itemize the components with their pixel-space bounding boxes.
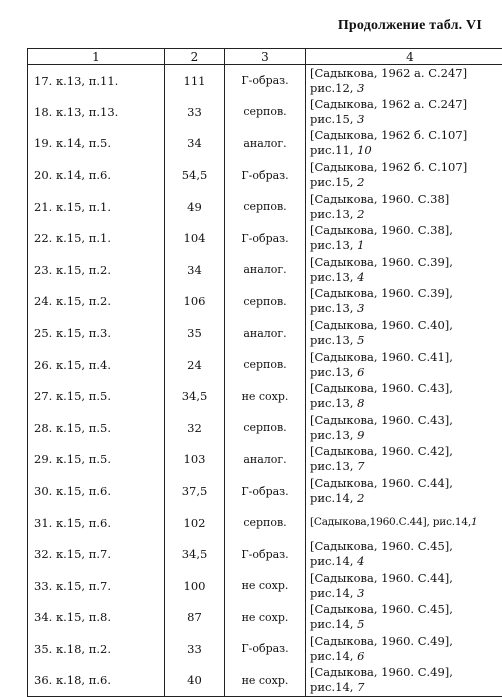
row-identifier-cell: 18. к.13, п.13. <box>28 96 165 128</box>
row-value-cell: 32 <box>165 412 225 444</box>
reference-text: [Садыкова, 1962 а. С.247] <box>310 97 502 112</box>
table-row <box>28 65 502 97</box>
row-reference-cell <box>306 507 502 539</box>
row-value-cell: 49 <box>165 191 225 223</box>
figure-label: рис.13, <box>310 428 357 442</box>
row-reference-cell <box>306 286 502 318</box>
figure-reference <box>310 554 502 569</box>
row-value-cell: 40 <box>165 665 225 697</box>
figure-number: 9 <box>357 428 364 442</box>
table-row <box>28 317 502 349</box>
figure-label: рис.11, <box>310 143 357 157</box>
figure-reference <box>310 459 502 474</box>
figure-reference <box>310 428 502 443</box>
figure-number: 6 <box>357 365 364 379</box>
reference-text: [Садыкова, 1960. С.43], <box>310 413 502 428</box>
column-header-2: 2 <box>165 49 225 65</box>
figure-number: 8 <box>357 396 364 410</box>
row-type-cell: серпов. <box>225 412 306 444</box>
row-reference-cell <box>306 349 502 381</box>
data-table-container <box>27 48 486 697</box>
figure-number: 2 <box>357 175 364 189</box>
row-reference-cell <box>306 222 502 254</box>
figure-number: 1 <box>471 516 477 528</box>
figure-number: 3 <box>357 301 364 315</box>
figure-number: 3 <box>357 81 364 95</box>
row-value-cell: 24 <box>165 349 225 381</box>
reference-text: [Садыкова, 1960. С.44], <box>310 476 502 491</box>
row-type-cell: Г-образ. <box>225 538 306 570</box>
row-identifier-cell: 26. к.15, п.4. <box>28 349 165 381</box>
table-row <box>28 570 502 602</box>
figure-label: рис.13, <box>310 396 357 410</box>
figure-reference <box>310 301 502 316</box>
data-table <box>27 48 502 697</box>
table-row <box>28 475 502 507</box>
row-reference-cell <box>306 128 502 160</box>
row-type-cell: Г-образ. <box>225 475 306 507</box>
figure-label: рис.13, <box>310 459 357 473</box>
row-type-cell: серпов. <box>225 191 306 223</box>
row-value-cell: 34 <box>165 254 225 286</box>
table-row <box>28 665 502 697</box>
figure-number: 7 <box>357 459 364 473</box>
row-identifier-cell: 33. к.15, п.7. <box>28 570 165 602</box>
row-identifier-cell: 28. к.15, п.5. <box>28 412 165 444</box>
row-identifier-cell: 36. к.18, п.6. <box>28 665 165 697</box>
figure-label: рис.13, <box>310 365 357 379</box>
figure-label: рис.12, <box>310 81 357 95</box>
figure-reference <box>310 396 502 411</box>
figure-label: рис.13, <box>310 301 357 315</box>
row-reference-cell <box>306 191 502 223</box>
table-row <box>28 96 502 128</box>
row-type-cell: Г-образ. <box>225 222 306 254</box>
figure-number: 10 <box>357 143 372 157</box>
figure-number: 6 <box>357 649 364 663</box>
figure-reference <box>310 270 502 285</box>
reference-text: [Садыкова, 1960. С.45], <box>310 539 502 554</box>
row-identifier-cell: 31. к.15, п.6. <box>28 507 165 539</box>
row-identifier-cell: 17. к.13, п.11. <box>28 65 165 97</box>
reference-text: [Садыкова, 1962 а. С.247] <box>310 66 502 81</box>
figure-reference <box>310 649 502 664</box>
row-identifier-cell: 24. к.15, п.2. <box>28 286 165 318</box>
row-value-cell: 111 <box>165 65 225 97</box>
row-value-cell: 34 <box>165 128 225 160</box>
row-identifier-cell: 20. к.14, п.6. <box>28 159 165 191</box>
row-reference-cell <box>306 380 502 412</box>
figure-label: рис.14, <box>310 680 357 694</box>
figure-label: рис.15, <box>310 112 357 126</box>
row-identifier-cell: 22. к.15, п.1. <box>28 222 165 254</box>
row-value-cell: 35 <box>165 317 225 349</box>
row-reference-cell <box>306 159 502 191</box>
row-reference-cell <box>306 412 502 444</box>
figure-number: 2 <box>357 207 364 221</box>
row-identifier-cell: 25. к.15, п.3. <box>28 317 165 349</box>
figure-reference <box>310 491 502 506</box>
row-value-cell: 103 <box>165 444 225 476</box>
figure-number: 5 <box>357 617 364 631</box>
reference-text: [Садыкова, 1960. С.39], <box>310 286 502 301</box>
figure-reference <box>310 365 502 380</box>
row-reference-cell <box>306 633 502 665</box>
figure-reference <box>310 617 502 632</box>
reference-text: [Садыкова, 1960. С.49], <box>310 665 502 680</box>
row-reference-cell <box>306 475 502 507</box>
row-reference-cell <box>306 254 502 286</box>
row-identifier-cell: 32. к.15, п.7. <box>28 538 165 570</box>
row-value-cell: 87 <box>165 602 225 634</box>
reference-text: [Садыкова, 1960. С.45], <box>310 602 502 617</box>
row-identifier-cell: 27. к.15, п.5. <box>28 380 165 412</box>
column-header-1: 1 <box>28 49 165 65</box>
row-identifier-cell: 29. к.15, п.5. <box>28 444 165 476</box>
figure-label: рис.13, <box>310 238 357 252</box>
row-identifier-cell: 30. к.15, п.6. <box>28 475 165 507</box>
reference-text: [Садыкова, 1962 б. С.107] <box>310 160 502 175</box>
row-type-cell: не сохр. <box>225 380 306 412</box>
reference-text: [Садыкова, 1960. С.43], <box>310 381 502 396</box>
table-row <box>28 159 502 191</box>
row-value-cell: 104 <box>165 222 225 254</box>
figure-label: рис.15, <box>310 175 357 189</box>
row-value-cell: 102 <box>165 507 225 539</box>
figure-label: рис.14, <box>310 491 357 505</box>
table-row <box>28 602 502 634</box>
reference-text: [Садыкова, 1960. С.38], <box>310 223 502 238</box>
column-header-4: 4 <box>306 49 502 65</box>
figure-number: 7 <box>357 680 364 694</box>
table-row <box>28 507 502 539</box>
row-value-cell: 34,5 <box>165 380 225 412</box>
reference-text: [Садыкова, 1960. С.44], <box>310 571 502 586</box>
table-row <box>28 254 502 286</box>
row-value-cell: 100 <box>165 570 225 602</box>
figure-label: рис.14, <box>310 554 357 568</box>
table-continuation-title: Продолжение табл. VI <box>338 18 482 34</box>
figure-label: рис.14, <box>310 617 357 631</box>
figure-label: рис.13, <box>310 207 357 221</box>
row-reference-cell <box>306 317 502 349</box>
row-value-cell: 106 <box>165 286 225 318</box>
table-row <box>28 286 502 318</box>
table-row <box>28 349 502 381</box>
reference-text: [Садыкова, 1960. С.38] <box>310 192 502 207</box>
figure-reference <box>310 143 502 158</box>
row-type-cell: Г-образ. <box>225 159 306 191</box>
row-identifier-cell: 21. к.15, п.1. <box>28 191 165 223</box>
figure-number: 5 <box>357 333 364 347</box>
row-identifier-cell: 34. к.15, п.8. <box>28 602 165 634</box>
row-type-cell: серпов. <box>225 349 306 381</box>
reference-text: [Садыкова, 1962 б. С.107] <box>310 128 502 143</box>
reference-text: [Садыкова, 1960. С.40], <box>310 318 502 333</box>
table-row <box>28 412 502 444</box>
figure-reference <box>310 333 502 348</box>
reference-text: [Садыкова, 1960. С.41], <box>310 350 502 365</box>
table-row <box>28 633 502 665</box>
row-value-cell: 37,5 <box>165 475 225 507</box>
figure-label: рис.13, <box>310 270 357 284</box>
reference-text: [Садыкова,1960.С.44], рис.14, <box>310 516 471 528</box>
row-reference-cell <box>306 96 502 128</box>
figure-number: 3 <box>357 586 364 600</box>
row-identifier-cell: 19. к.14, п.5. <box>28 128 165 160</box>
row-reference-cell <box>306 444 502 476</box>
row-value-cell: 54,5 <box>165 159 225 191</box>
row-reference-cell <box>306 538 502 570</box>
row-reference-cell <box>306 602 502 634</box>
reference-text: [Садыкова, 1960. С.42], <box>310 444 502 459</box>
table-row <box>28 444 502 476</box>
row-type-cell: серпов. <box>225 286 306 318</box>
figure-reference <box>310 207 502 222</box>
column-header-3: 3 <box>225 49 306 65</box>
row-value-cell: 33 <box>165 96 225 128</box>
figure-number: 1 <box>357 238 364 252</box>
row-type-cell: не сохр. <box>225 665 306 697</box>
table-row <box>28 191 502 223</box>
row-type-cell: Г-образ. <box>225 633 306 665</box>
row-type-cell: Г-образ. <box>225 65 306 97</box>
row-value-cell: 33 <box>165 633 225 665</box>
header-row <box>28 49 502 65</box>
row-type-cell: серпов. <box>225 96 306 128</box>
row-type-cell: аналог. <box>225 254 306 286</box>
row-reference-cell <box>306 665 502 697</box>
reference-text: [Садыкова, 1960. С.49], <box>310 634 502 649</box>
figure-reference <box>310 238 502 253</box>
table-body <box>28 65 502 697</box>
figure-number: 2 <box>357 491 364 505</box>
figure-reference <box>310 680 502 695</box>
table-row <box>28 222 502 254</box>
figure-number: 4 <box>357 554 364 568</box>
row-type-cell: серпов. <box>225 507 306 539</box>
row-value-cell: 34,5 <box>165 538 225 570</box>
figure-reference <box>310 586 502 601</box>
reference-text: [Садыкова, 1960. С.39], <box>310 255 502 270</box>
row-type-cell: аналог. <box>225 317 306 349</box>
figure-number: 3 <box>357 112 364 126</box>
figure-reference <box>310 175 502 190</box>
figure-reference <box>310 81 502 96</box>
table-row <box>28 128 502 160</box>
table-header <box>28 49 502 65</box>
row-identifier-cell: 23. к.15, п.2. <box>28 254 165 286</box>
figure-reference <box>310 112 502 127</box>
row-type-cell: не сохр. <box>225 570 306 602</box>
row-identifier-cell: 35. к.18, п.2. <box>28 633 165 665</box>
table-row <box>28 380 502 412</box>
row-reference-cell <box>306 570 502 602</box>
figure-number: 4 <box>357 270 364 284</box>
row-type-cell: не сохр. <box>225 602 306 634</box>
table-row <box>28 538 502 570</box>
figure-label: рис.14, <box>310 586 357 600</box>
row-type-cell: аналог. <box>225 128 306 160</box>
figure-label: рис.13, <box>310 333 357 347</box>
figure-label: рис.14, <box>310 649 357 663</box>
row-type-cell: аналог. <box>225 444 306 476</box>
row-reference-cell <box>306 65 502 97</box>
